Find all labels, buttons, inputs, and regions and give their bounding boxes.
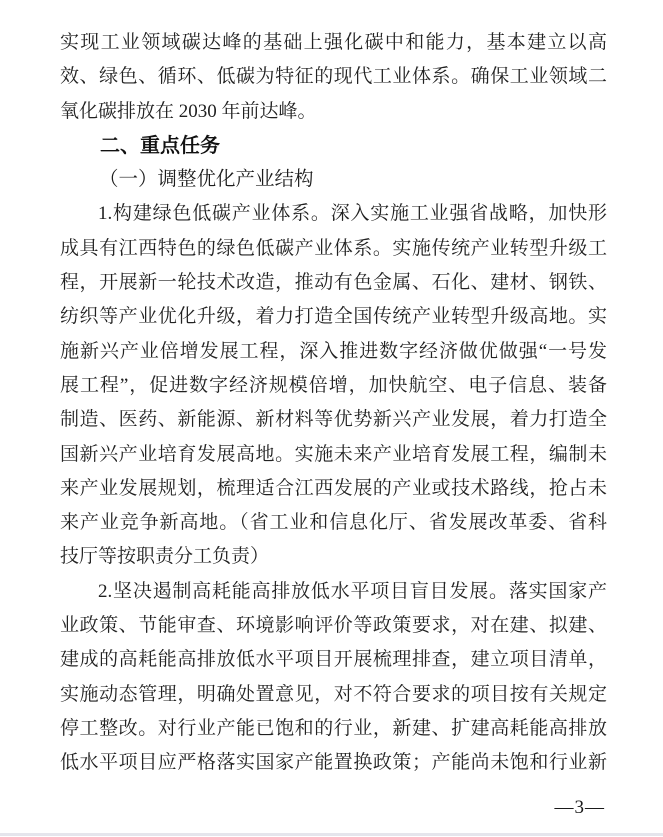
text-line: 氧化碳排放在 2030 年前达峰。 [60,100,317,122]
text-line: 低水平项目应严格落实国家产能置换政策；产能尚未饱和行业新 [60,752,607,774]
document-body [60,26,607,781]
text-line: 纺织等产业优化升级，着力打造全国传统产业转型升级高地。实 [60,306,607,328]
text-line: 2.坚决遏制高耗能高排放低水平项目盲目发展。落实国家产 [98,580,607,602]
text-line: 1.构建绿色低碳产业体系。深入实施工业强省战略，加快形 [98,203,607,225]
text-line: 施新兴产业倍增发展工程，深入推进数字经济做优做强“一号发 [60,340,607,362]
text-line: 制造、医药、新能源、新材料等优势新兴产业发展，着力打造全 [60,409,607,431]
text-line: （一）调整优化产业结构 [99,169,314,191]
text-line: 停工整改。对行业产能已饱和的行业，新建、扩建高耗能高排放 [60,717,607,739]
text-line: 来产业发展规划，梳理适合江西发展的产业或技术路线，抢占未 [60,477,607,499]
text-line: 建成的高耗能高排放低水平项目开展梳理排查，建立项目清单， [60,649,607,671]
text-line: 成具有江西特色的绿色低碳产业体系。实施传统产业转型升级工 [60,237,607,259]
text-line: 实现工业领域碳达峰的基础上强化碳中和能力，基本建立以高 [60,32,607,53]
page-bottom-edge [0,833,663,836]
text-line: 国新兴产业培育发展高地。实施未来产业培育发展工程，编制未 [60,443,607,465]
text-line: 效、绿色、循环、低碳为特征的现代工业体系。确保工业领域二 [60,66,607,88]
text-line: 实施动态管理，明确处置意见，对不符合要求的项目按有关规定 [60,683,607,705]
text-line: 来产业竞争新高地。（省工业和信息化厅、省发展改革委、省科 [60,512,607,534]
text-line: 技厅等按职责分工负责） [60,546,270,568]
text-line: 程，开展新一轮技术改造，推动有色金属、石化、建材、钢铁、 [60,272,607,294]
text-line: 二、重点任务 [100,134,220,157]
text-line: 业政策、节能审查、环境影响评价等政策要求，对在建、拟建、 [60,615,607,637]
text-line: 展工程”，促进数字经济规模倍增，加快航空、电子信息、装备 [60,374,607,396]
page-number: —3— [554,797,605,818]
